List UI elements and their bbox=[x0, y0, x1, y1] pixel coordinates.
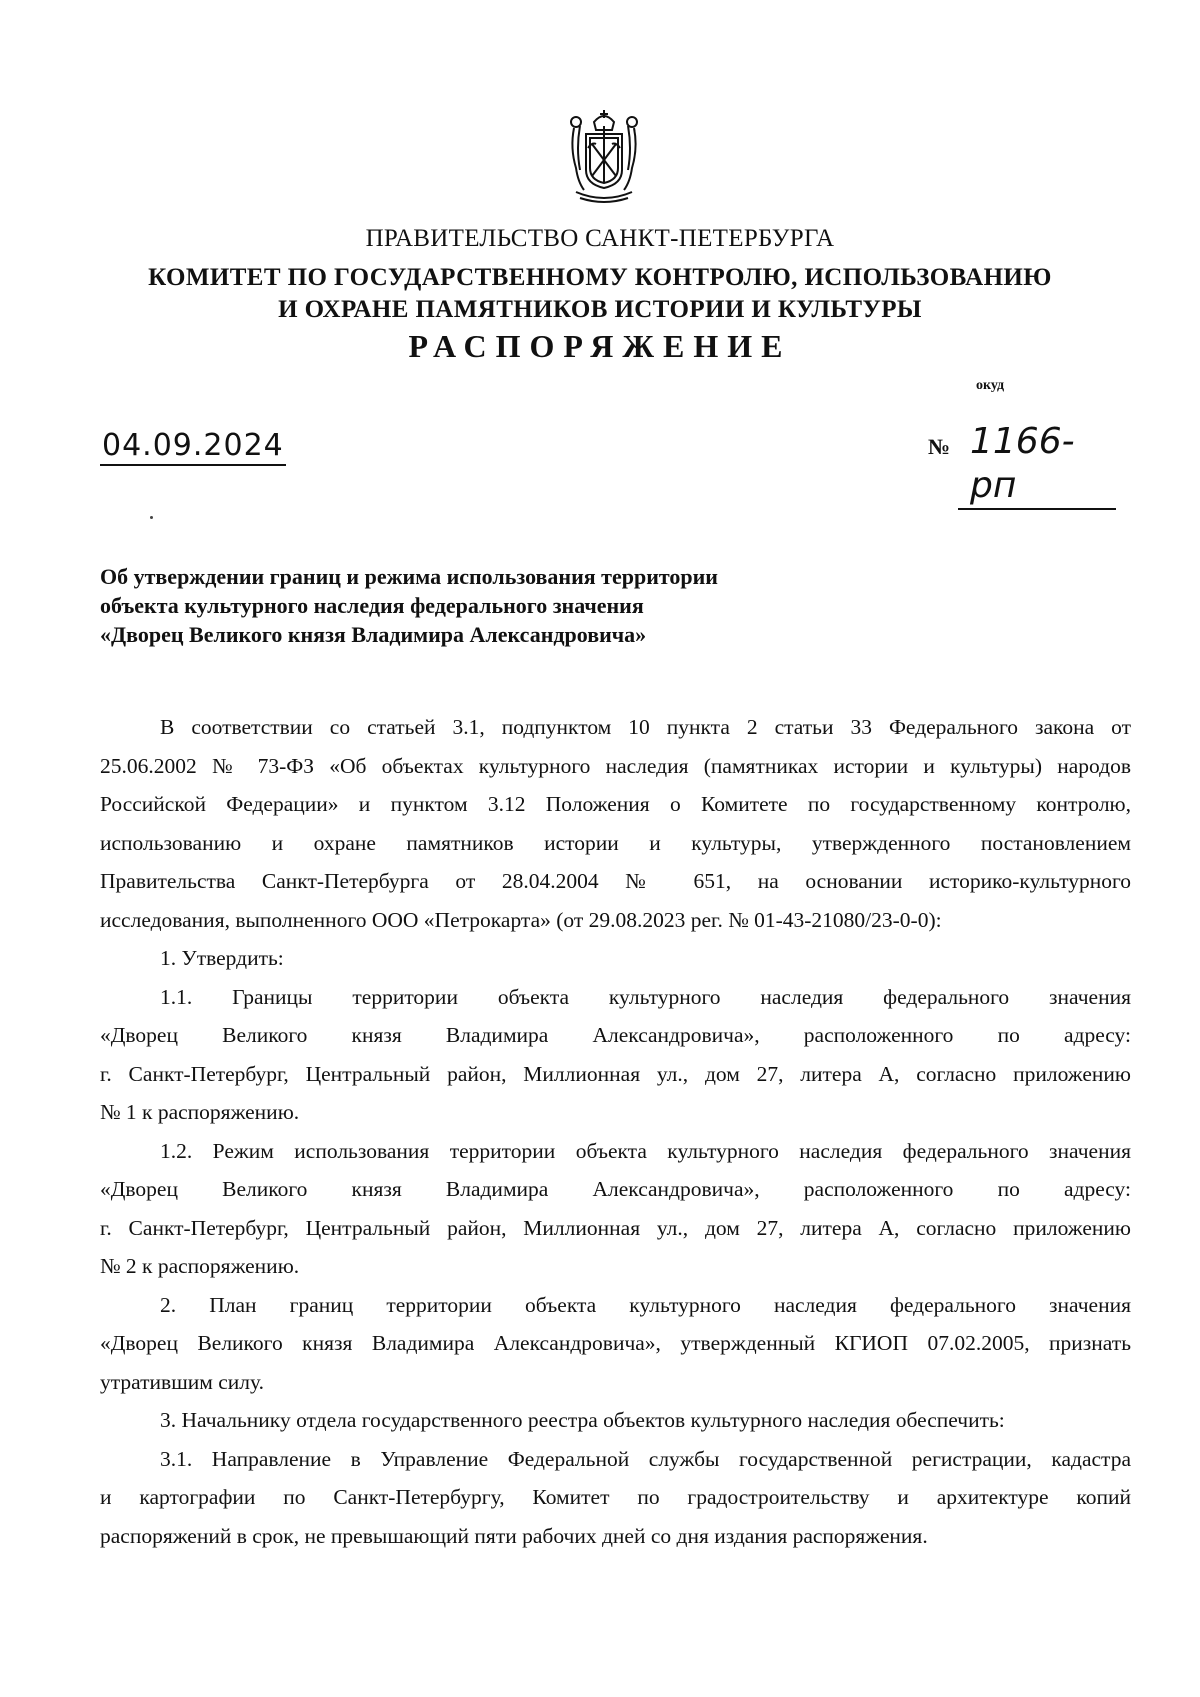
body-line: 1.1. Границы территории объекта культурного наследия федерального значения bbox=[160, 984, 1131, 1009]
stray-dot bbox=[150, 516, 153, 519]
subject-line2: объекта культурного наследия федерального значения bbox=[100, 593, 644, 618]
body-line: Правительства Санкт-Петербурга от 28.04.2004 № 651, на основании историко-культурного bbox=[100, 869, 1131, 893]
document-subject bbox=[100, 562, 900, 649]
body-line: 2. План границ территории объекта культурного наследия федерального значения bbox=[160, 1292, 1131, 1317]
coat-of-arms-icon bbox=[568, 108, 640, 206]
subject-line1: Об утверждении границ и режима использования территории bbox=[100, 564, 718, 589]
committee-name-line1: КОМИТЕТ ПО ГОСУДАРСТВЕННОМУ КОНТРОЛЮ, ИСПОЛЬЗОВАНИЮ bbox=[148, 264, 1052, 291]
body-line: использованию и охране памятников истории и культуры, утвержденного постановлением bbox=[100, 830, 1131, 855]
body-line: г. Санкт-Петербург, Центральный район, Миллионная ул., дом 27, литера А, согласно приложению bbox=[100, 1215, 1131, 1240]
committee-name-line2: И ОХРАНЕ ПАМЯТНИКОВ ИСТОРИИ И КУЛЬТУРЫ bbox=[278, 296, 922, 323]
body-line: 1.2. Режим использования территории объекта культурного наследия федерального значения bbox=[160, 1138, 1131, 1163]
document-date: 04.09.2024 bbox=[100, 428, 286, 466]
okud-label: окуд bbox=[976, 378, 1005, 393]
body-line: № 2 к распоряжению. bbox=[100, 1254, 300, 1278]
committee-name bbox=[0, 262, 1200, 326]
body-line: распоряжений в срок, не превышающий пяти рабочих дней со дня издания распоряжения. bbox=[100, 1523, 928, 1548]
number-label: № bbox=[928, 434, 951, 459]
body-line: Российской Федерации» и пунктом 3.12 Положения о Комитете по государственному контролю, bbox=[100, 792, 1131, 816]
body-line: исследования, выполненного ООО «Петрокарта» (от 29.08.2023 рег. № 01-43-21080/23-0-0): bbox=[100, 907, 942, 932]
body-line: «Дворец Великого князя Владимира Александровича», расположенного по адресу: bbox=[100, 1177, 1131, 1201]
body-line: 3.1. Направление в Управление Федеральной службы государственной регистрации, кадастра bbox=[160, 1446, 1131, 1471]
body-line: «Дворец Великого князя Владимира Александровича», утвержденный КГИОП 07.02.2005, признать bbox=[100, 1331, 1131, 1355]
document-number: 1166-рп bbox=[958, 420, 1116, 510]
body-line: и картографии по Санкт-Петербургу, Комитет по градостроительству и архитектуре копий bbox=[100, 1485, 1131, 1509]
body-line: г. Санкт-Петербург, Центральный район, Миллионная ул., дом 27, литера А, согласно приложению bbox=[100, 1061, 1131, 1086]
document-type: РАСПОРЯЖЕНИЕ bbox=[408, 328, 792, 364]
body-line: № 1 к распоряжению. bbox=[100, 1100, 300, 1124]
body-line: 25.06.2002 № 73-ФЗ «Об объектах культурного наследия (памятниках истории и культуры) народов bbox=[100, 753, 1131, 778]
document-body bbox=[100, 708, 1131, 1555]
body-line: «Дворец Великого князя Владимира Александровича», расположенного по адресу: bbox=[100, 1023, 1131, 1047]
body-line: В соответствии со статьей 3.1, подпунктом 10 пункта 2 статьи 33 Федерального закона от bbox=[160, 715, 1131, 739]
clause-3: 3. Начальнику отдела государственного реестра объектов культурного наследия обеспечить: bbox=[160, 1408, 1005, 1432]
government-name: ПРАВИТЕЛЬСТВО САНКТ-ПЕТЕРБУРГА bbox=[365, 225, 835, 252]
body-line: утратившим силу. bbox=[100, 1369, 264, 1394]
clause-1: 1. Утвердить: bbox=[160, 946, 284, 970]
subject-line3: «Дворец Великого князя Владимира Александровича» bbox=[100, 622, 647, 647]
